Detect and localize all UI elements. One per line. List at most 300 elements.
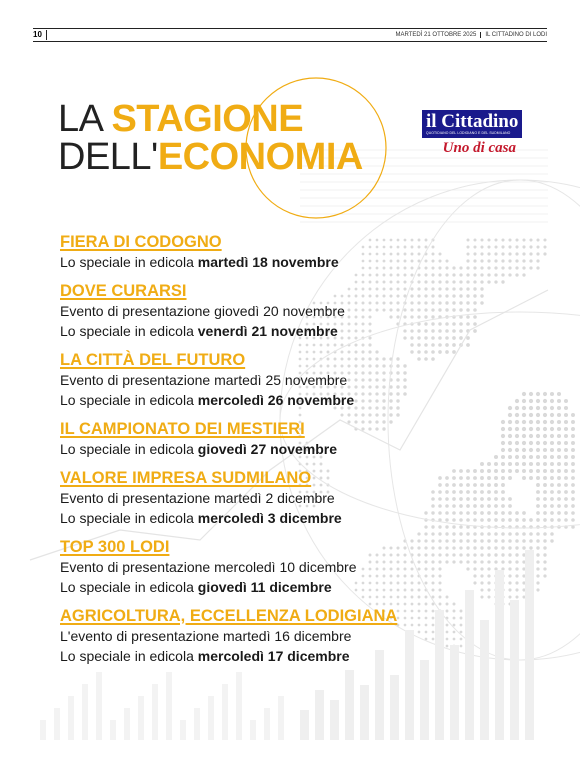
globe-dot [522,539,526,543]
globe-dot [460,624,463,627]
globe-dot [501,553,504,556]
event-detail-line [60,370,460,390]
globe-dot [494,553,497,556]
globe-dot [494,539,497,542]
globe-dot [473,574,476,577]
event-detail-text: Evento di presentazione martedì 2 dicembre [60,490,335,506]
globe-dot [543,413,547,417]
globe-dot [508,553,511,556]
globe-dot [515,420,519,424]
globe-dot [557,511,561,515]
globe-dot [515,441,519,445]
globe-dot [543,483,547,487]
bg-bar [40,720,46,740]
globe-dot [494,483,498,487]
globe-dot [557,441,561,445]
globe-dot [508,588,511,591]
globe-dot [515,595,518,598]
globe-dot [522,441,526,445]
globe-dot [536,588,539,591]
globe-dot [487,588,490,591]
globe-dot [501,273,504,276]
globe-dot [480,567,483,570]
globe-dot [536,448,540,452]
event-detail-line [60,646,460,666]
event-block [60,606,460,666]
globe-dot [536,581,539,584]
globe-dot [515,399,519,403]
globe-dot [550,490,554,494]
globe-dot [536,245,539,248]
globe-dot [536,532,540,536]
globe-dot [515,539,519,543]
globe-dot [550,427,554,431]
globe-dot [529,441,533,445]
event-detail-text: Lo speciale in edicola [60,323,198,339]
globe-dot [536,490,540,494]
globe-dot [543,553,546,556]
globe-dot [473,539,476,542]
globe-dot [515,259,518,262]
globe-dot [529,259,532,262]
globe-dot [543,434,547,438]
globe-dot [571,413,575,417]
globe-dot [501,448,505,452]
globe-dot [480,546,483,549]
globe-dot [508,574,511,577]
page-header-bar [33,28,547,42]
title-economia: ECONOMIA [157,136,363,178]
globe-dot [515,427,519,431]
globe-dot [473,504,477,508]
event-detail-text: Evento di presentazione giovedì 20 novembre [60,303,345,319]
globe-dot [501,476,505,480]
bg-bar [166,672,172,740]
globe-dot [543,504,547,508]
event-block [60,232,460,272]
globe-dot [466,238,469,241]
globe-dot [473,322,477,326]
globe-dot [487,252,490,255]
globe-dot [508,497,512,501]
globe-dot [522,476,526,480]
globe-dot [508,511,512,515]
globe-dot [515,252,518,255]
event-date-bold: mercoledì 26 novembre [197,392,355,408]
globe-dot [494,280,497,283]
globe-dot [473,273,476,276]
globe-dot [473,511,477,515]
globe-dot [543,469,547,473]
page-number: 10 [33,30,47,40]
globe-dot [543,420,547,424]
globe-dot [571,427,575,431]
globe-dot [501,238,504,241]
globe-dot [543,406,547,410]
globe-dot [543,497,547,501]
globe-dot [494,546,497,549]
globe-dot [487,574,490,577]
globe-dot [522,420,526,424]
globe-dot [543,238,546,241]
bg-bar [152,684,158,740]
globe-dot [480,497,484,501]
event-detail-text: L'evento di presentazione martedì 16 dicembre [60,628,352,644]
globe-dot [494,266,497,269]
globe-dot [522,273,525,276]
globe-dot [487,518,491,522]
globe-dot [487,595,490,598]
globe-dot [487,553,490,556]
globe-dot [460,631,463,634]
globe-dot [522,434,526,438]
globe-dot [480,532,484,536]
globe-dot [473,259,476,262]
globe-dot [508,266,511,269]
globe-dot [529,392,533,396]
logo-slogan: Uno di casa [442,140,516,156]
globe-dot [564,406,568,410]
title-line-2 [58,138,363,176]
globe-dot [480,588,483,591]
title-la: LA [58,98,112,140]
globe-dot [522,399,526,403]
bg-bar [82,684,88,740]
globe-dot [564,448,568,452]
globe-dot [508,441,512,445]
globe-dot [571,483,575,487]
globe-dot [473,567,476,570]
globe-dot [508,434,512,438]
bg-bar [124,708,130,740]
event-title: FIERA DI CODOGNO [60,233,222,251]
globe-dot [501,483,505,487]
globe-dot [494,455,498,459]
globe-dot [494,252,497,255]
event-list [60,232,460,675]
event-title: AGRICOLTURA, ECCELLENZA LODIGIANA [60,607,398,625]
globe-dot [501,259,504,262]
globe-dot [487,560,490,563]
globe-dot [494,245,497,248]
globe-dot [571,490,575,494]
globe-dot [543,462,547,466]
globe-dot [473,490,477,494]
globe-dot [473,238,476,241]
globe-dot [536,462,540,466]
logo-name: il Cittadino [426,111,519,132]
globe-dot [508,455,512,459]
globe-dot [536,413,540,417]
bg-bar [330,700,339,740]
globe-dot [494,476,498,480]
globe-dot [473,532,477,536]
event-title: IL CAMPIONATO DEI MESTIERI [60,420,305,438]
globe-dot [529,399,533,403]
globe-dot [522,518,526,522]
globe-dot [522,448,526,452]
bg-bar [96,672,102,740]
globe-dot [480,574,483,577]
bg-bar [68,696,74,740]
event-detail-line [60,577,460,597]
globe-dot [557,427,561,431]
globe-dot [480,539,483,542]
event-block [60,419,460,459]
event-block [60,468,460,528]
globe-dot [487,511,491,515]
globe-dot [515,511,519,515]
event-detail-text: Lo speciale in edicola [60,510,198,526]
globe-dot [480,259,483,262]
globe-dot [494,273,497,276]
globe-dot [501,560,504,563]
globe-dot [508,560,511,563]
globe-dot [536,420,540,424]
globe-dot [473,294,476,297]
globe-dot [466,469,470,473]
issue-date: MARTEDÌ 21 OTTOBRE 2025 [395,32,477,38]
event-title: DOVE CURARSI [60,282,187,300]
globe-dot [466,294,469,297]
bg-bar [222,684,228,740]
event-date-bold: venerdì 21 novembre [197,323,338,339]
globe-dot [501,252,504,255]
globe-dot [501,427,505,431]
globe-dot [536,252,539,255]
globe-dot [536,567,539,570]
event-detail-text: Lo speciale in edicola [60,441,198,457]
bg-bar [208,696,214,740]
globe-dot [466,511,470,515]
globe-dot [508,420,512,424]
globe-dot [564,469,568,473]
globe-dot [529,434,533,438]
globe-dot [522,413,526,417]
globe-dot [557,490,561,494]
bg-bar [236,672,242,740]
globe-dot [543,546,546,549]
globe-dot [515,448,519,452]
globe-dot [550,441,554,445]
globe-dot [480,245,483,248]
globe-dot [466,560,469,563]
globe-dot [543,245,546,248]
globe-dot [550,539,553,542]
globe-dot [543,399,547,403]
globe-dot [536,238,539,241]
event-title: TOP 300 LODI [60,538,170,556]
globe-dot [487,259,490,262]
globe-dot [515,518,519,522]
globe-dot [480,504,484,508]
globe-dot [501,518,505,522]
bg-bar [194,708,200,740]
event-date-bold: mercoledì 3 dicembre [197,510,342,526]
event-detail-text: Evento di presentazione martedì 25 novembre [60,372,348,388]
globe-dot [543,455,547,459]
event-detail-text: Lo speciale in edicola [60,648,198,664]
globe-dot [550,392,554,396]
globe-dot [494,532,498,536]
title-stagione: STAGIONE [111,98,304,140]
event-detail-line [60,321,460,341]
globe-dot [550,497,554,501]
globe-dot [494,504,498,508]
globe-dot [480,266,483,269]
globe-dot [515,434,519,438]
globe-dot [550,532,554,536]
globe-dot [480,252,483,255]
globe-dot [494,238,497,241]
globe-dot [515,413,519,417]
globe-dot [522,532,526,536]
globe-dot [473,546,476,549]
globe-dot [466,252,469,255]
globe-dot [487,546,490,549]
globe-dot [487,497,491,501]
bg-bar [525,550,534,740]
globe-dot [473,553,476,556]
globe-dot [515,455,519,459]
event-detail-line [60,626,460,646]
bg-bar [180,720,186,740]
bg-bar [465,590,474,740]
globe-dot [466,532,469,535]
globe-dot [564,441,568,445]
event-detail-text: Lo speciale in edicola [60,579,198,595]
globe-dot [487,539,490,542]
globe-dot [515,406,519,410]
globe-dot [571,504,575,508]
globe-dot [466,539,469,542]
globe-dot [473,483,477,487]
globe-dot [466,553,469,556]
bg-bar [345,670,354,740]
globe-dot [571,497,575,501]
globe-dot [466,497,470,501]
globe-dot [550,511,554,515]
event-detail-text: Lo speciale in edicola [60,392,198,408]
globe-dot [571,455,575,459]
globe-dot [501,511,505,515]
event-detail-line [60,508,460,528]
globe-dot [557,497,561,501]
globe-dot [529,238,532,241]
globe-dot [522,469,526,473]
globe-dot [494,518,498,522]
globe-dot [515,553,518,556]
globe-dot [480,301,483,304]
globe-dot [508,581,511,584]
globe-dot [494,497,498,501]
event-title: VALORE IMPRESA SUDMILANO [60,469,312,487]
globe-dot [557,399,561,403]
globe-dot [508,273,511,276]
globe-dot [564,504,568,508]
globe-dot [501,497,505,501]
globe-dot [550,518,554,522]
bg-bar [390,675,399,740]
globe-dot [529,448,533,452]
globe-dot [466,280,469,283]
globe-dot [515,560,518,563]
logo-masthead [422,110,522,138]
globe-dot [480,462,484,466]
publication-name: IL CITTADINO DI LODI [480,32,547,38]
globe-dot [536,539,540,543]
globe-dot [508,518,512,522]
globe-dot [487,462,491,466]
globe-dot [508,595,511,598]
globe-dot [529,476,533,480]
globe-dot [529,427,533,431]
globe-dot [480,490,484,494]
globe-dot [508,567,511,570]
globe-dot [466,273,469,276]
globe-dot [522,245,525,248]
globe-dot [557,469,561,473]
bg-bar [360,685,369,740]
globe-dot [536,427,540,431]
globe-dot [508,448,512,452]
event-date-bold: mercoledì 17 dicembre [197,648,350,664]
globe-dot [487,532,491,536]
globe-dot [571,462,575,466]
globe-dot [571,434,575,438]
globe-dot [536,441,540,445]
globe-dot [480,553,483,556]
globe-dot [480,560,483,563]
globe-dot [473,315,477,319]
globe-dot [557,434,561,438]
bg-bar [300,710,309,740]
event-date-bold: martedì 18 novembre [197,254,339,270]
globe-dot [473,560,476,563]
title-dell: DELL' [58,136,158,178]
globe-dot [564,518,568,522]
globe-dot [480,476,484,480]
globe-dot [508,462,512,466]
globe-dot [508,245,511,248]
bg-bar [480,620,489,740]
globe-dot [536,511,540,515]
globe-dot [466,483,470,487]
globe-dot [522,238,525,241]
globe-dot [487,483,491,487]
globe-dot [515,245,518,248]
globe-dot [494,511,498,515]
globe-dot [543,518,547,522]
globe-dot [487,476,491,480]
globe-dot [557,392,561,396]
globe-dot [550,455,554,459]
globe-dot [564,483,568,487]
globe-dot [564,490,568,494]
event-date-bold: giovedì 27 novembre [197,441,338,457]
bg-bar [278,696,284,740]
globe-dot [473,308,477,312]
globe-dot [522,392,526,396]
globe-dot [543,539,546,542]
globe-dot [564,427,568,431]
globe-dot [460,638,463,641]
globe-dot [522,455,526,459]
globe-dot [522,462,526,466]
globe-dot [522,427,526,431]
title-line-1 [58,100,363,138]
globe-dot [515,588,518,591]
